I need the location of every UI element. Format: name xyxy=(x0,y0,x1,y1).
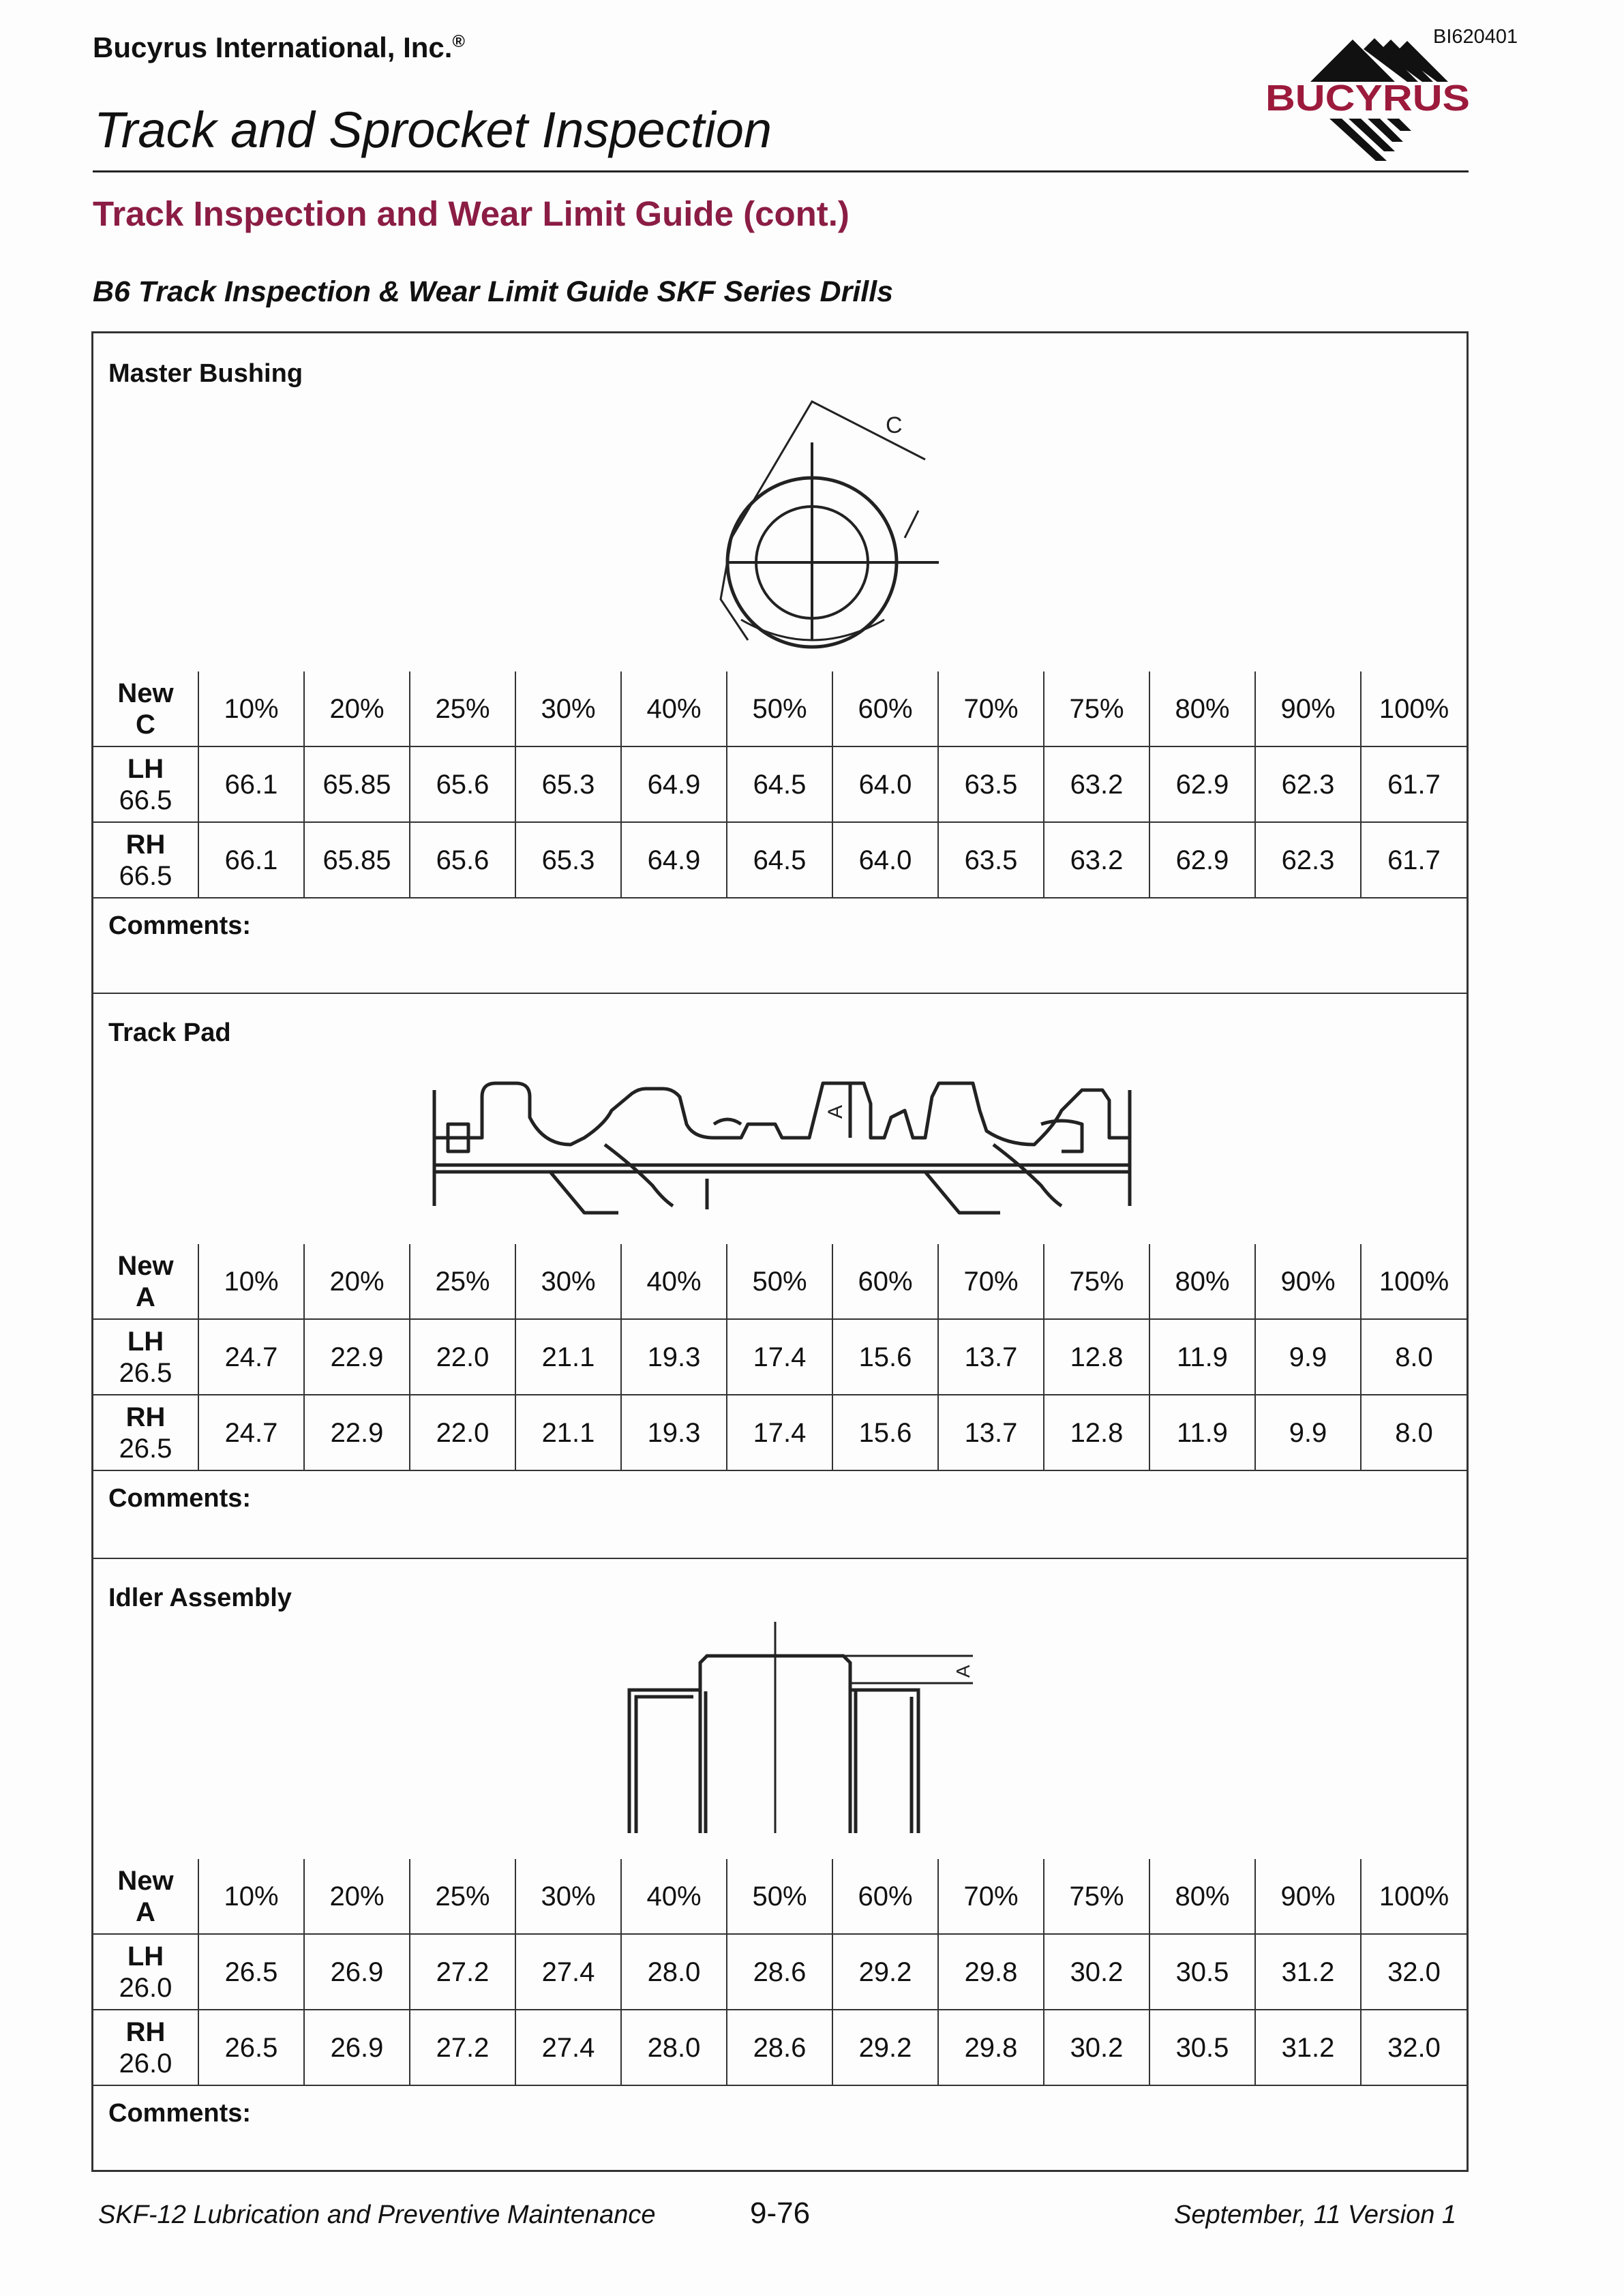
table-cell: 11.9 xyxy=(1149,1395,1255,1470)
table-cell: 63.5 xyxy=(938,746,1044,822)
table-row xyxy=(93,1934,1467,2010)
table-cell: 65.3 xyxy=(515,822,621,898)
table-cell: 27.4 xyxy=(515,1934,621,2010)
page-title: Track and Sprocket Inspection xyxy=(94,102,772,158)
table-cell: 11.9 xyxy=(1149,1319,1255,1395)
column-header: 50% xyxy=(727,1859,832,1934)
column-header: 70% xyxy=(938,671,1044,746)
table-row xyxy=(93,822,1467,898)
table-cell: 65.6 xyxy=(410,822,515,898)
column-header: 80% xyxy=(1149,671,1255,746)
column-header: 90% xyxy=(1255,1859,1361,1934)
table-cell: 31.2 xyxy=(1255,2010,1361,2085)
column-header: 100% xyxy=(1361,1859,1467,1934)
master-bushing-table xyxy=(93,671,1467,898)
section-label-idler-assembly: Idler Assembly xyxy=(108,1584,292,1612)
column-header: 10% xyxy=(198,1859,304,1934)
section-divider xyxy=(93,993,1467,994)
table-cell: 32.0 xyxy=(1361,1934,1467,2010)
table-cell: 64.9 xyxy=(621,746,727,822)
table-cell: 22.0 xyxy=(410,1319,515,1395)
column-header: 40% xyxy=(621,1244,727,1319)
table-row xyxy=(93,1395,1467,1470)
table-cell: 29.2 xyxy=(832,2010,938,2085)
table-cell: 61.7 xyxy=(1361,746,1467,822)
header-new-cell: New A xyxy=(93,1244,198,1319)
inspection-sheet xyxy=(91,331,1469,2172)
table-cell: 17.4 xyxy=(727,1395,832,1470)
table-cell: 27.2 xyxy=(410,2010,515,2085)
table-cell: 64.9 xyxy=(621,822,727,898)
column-header: 90% xyxy=(1255,671,1361,746)
section-label-track-pad: Track Pad xyxy=(108,1018,231,1047)
column-header: 40% xyxy=(621,671,727,746)
column-header: 60% xyxy=(832,1244,938,1319)
table-cell: 29.8 xyxy=(938,1934,1044,2010)
column-header: 30% xyxy=(515,1244,621,1319)
table-cell: 62.3 xyxy=(1255,822,1361,898)
guide-subtitle: B6 Track Inspection & Wear Limit Guide SKF Series Drills xyxy=(93,275,894,308)
logo-bottom-stripe-4 xyxy=(1387,119,1411,131)
column-header: 50% xyxy=(727,671,832,746)
table-cell: 63.2 xyxy=(1044,822,1149,898)
registered-mark: ® xyxy=(452,32,465,51)
row-label-cell: LH 66.5 xyxy=(93,746,198,822)
row-label-cell: RH 26.0 xyxy=(93,2010,198,2085)
table-cell: 19.3 xyxy=(621,1395,727,1470)
table-cell: 30.5 xyxy=(1149,1934,1255,2010)
column-header: 80% xyxy=(1149,1244,1255,1319)
section-label-master-bushing: Master Bushing xyxy=(108,359,303,388)
column-header: 10% xyxy=(198,1244,304,1319)
table-cell: 13.7 xyxy=(938,1319,1044,1395)
table-cell: 24.7 xyxy=(198,1319,304,1395)
table-cell: 66.1 xyxy=(198,822,304,898)
table-cell: 63.2 xyxy=(1044,746,1149,822)
table-cell: 30.5 xyxy=(1149,2010,1255,2085)
table-cell: 66.1 xyxy=(198,746,304,822)
logo-wordmark: BUCYRUS xyxy=(1265,78,1470,119)
table-cell: 9.9 xyxy=(1255,1319,1361,1395)
header-rule xyxy=(93,170,1469,172)
column-header: 20% xyxy=(304,671,410,746)
table-cell: 64.5 xyxy=(727,746,832,822)
table-cell: 22.0 xyxy=(410,1395,515,1470)
row-label-cell: LH 26.5 xyxy=(93,1319,198,1395)
company-name xyxy=(93,31,465,64)
table-cell: 28.6 xyxy=(727,2010,832,2085)
table-cell: 64.5 xyxy=(727,822,832,898)
row-label-cell: RH 66.5 xyxy=(93,822,198,898)
table-cell: 17.4 xyxy=(727,1319,832,1395)
header-new-cell: New A xyxy=(93,1859,198,1934)
table-cell: 64.0 xyxy=(832,746,938,822)
track-pad-diagram xyxy=(427,1070,1137,1220)
column-header: 30% xyxy=(515,1859,621,1934)
idler-assembly-diagram xyxy=(618,1615,1082,1840)
column-header: 25% xyxy=(410,1244,515,1319)
table-cell: 26.9 xyxy=(304,1934,410,2010)
column-header: 90% xyxy=(1255,1244,1361,1319)
section-divider xyxy=(93,1558,1467,1559)
comments-label: Comments: xyxy=(108,2099,252,2128)
table-cell: 8.0 xyxy=(1361,1395,1467,1470)
table-cell: 30.2 xyxy=(1044,1934,1149,2010)
column-header: 80% xyxy=(1149,1859,1255,1934)
table-header-row xyxy=(93,671,1467,746)
table-cell: 27.4 xyxy=(515,2010,621,2085)
table-cell: 9.9 xyxy=(1255,1395,1361,1470)
table-cell: 62.9 xyxy=(1149,822,1255,898)
table-cell: 65.3 xyxy=(515,746,621,822)
table-cell: 26.5 xyxy=(198,1934,304,2010)
table-cell: 15.6 xyxy=(832,1395,938,1470)
table-cell: 32.0 xyxy=(1361,2010,1467,2085)
dimension-a-label: A xyxy=(952,1665,974,1678)
table-cell: 63.5 xyxy=(938,822,1044,898)
table-cell: 62.9 xyxy=(1149,746,1255,822)
table-cell: 26.9 xyxy=(304,2010,410,2085)
column-header: 100% xyxy=(1361,1244,1467,1319)
table-cell: 65.6 xyxy=(410,746,515,822)
table-cell: 8.0 xyxy=(1361,1319,1467,1395)
idler-assembly-table xyxy=(93,1859,1467,2086)
column-header: 10% xyxy=(198,671,304,746)
row-label-cell: LH 26.0 xyxy=(93,1934,198,2010)
dimension-c-label: C xyxy=(886,412,903,438)
table-cell: 65.85 xyxy=(304,746,410,822)
column-header: 75% xyxy=(1044,1244,1149,1319)
column-header: 30% xyxy=(515,671,621,746)
table-cell: 21.1 xyxy=(515,1395,621,1470)
column-header: 50% xyxy=(727,1244,832,1319)
column-header: 40% xyxy=(621,1859,727,1934)
table-cell: 22.9 xyxy=(304,1319,410,1395)
company-name-text: Bucyrus International, Inc. xyxy=(93,31,453,63)
table-cell: 28.6 xyxy=(727,1934,832,2010)
footer-version-date: September, 11 Version 1 xyxy=(1174,2201,1457,2229)
table-row xyxy=(93,746,1467,822)
column-header: 60% xyxy=(832,1859,938,1934)
column-header: 25% xyxy=(410,671,515,746)
track-pad-table xyxy=(93,1244,1467,1471)
column-header: 25% xyxy=(410,1859,515,1934)
table-cell: 13.7 xyxy=(938,1395,1044,1470)
master-bushing-diagram xyxy=(666,395,1021,667)
column-header: 75% xyxy=(1044,671,1149,746)
footer-manual-title: SKF-12 Lubrication and Preventive Maintenance xyxy=(98,2201,656,2229)
column-header: 20% xyxy=(304,1859,410,1934)
table-cell: 27.2 xyxy=(410,1934,515,2010)
column-header: 60% xyxy=(832,671,938,746)
table-cell: 19.3 xyxy=(621,1319,727,1395)
column-header: 70% xyxy=(938,1859,1044,1934)
table-cell: 24.7 xyxy=(198,1395,304,1470)
dimension-a-label: A xyxy=(824,1104,847,1119)
table-cell: 65.85 xyxy=(304,822,410,898)
table-cell: 64.0 xyxy=(832,822,938,898)
table-row xyxy=(93,2010,1467,2085)
row-label-cell: RH 26.5 xyxy=(93,1395,198,1470)
table-cell: 28.0 xyxy=(621,1934,727,2010)
document-id: BI620401 xyxy=(1433,26,1518,48)
table-cell: 29.2 xyxy=(832,1934,938,2010)
table-header-row xyxy=(93,1859,1467,1934)
table-cell: 30.2 xyxy=(1044,2010,1149,2085)
table-cell: 28.0 xyxy=(621,2010,727,2085)
column-header: 70% xyxy=(938,1244,1044,1319)
section-title: Track Inspection and Wear Limit Guide (cont.) xyxy=(93,194,849,233)
table-cell: 26.5 xyxy=(198,2010,304,2085)
column-header: 20% xyxy=(304,1244,410,1319)
table-cell: 12.8 xyxy=(1044,1319,1149,1395)
header-new-cell: New C xyxy=(93,671,198,746)
table-row xyxy=(93,1319,1467,1395)
table-cell: 21.1 xyxy=(515,1319,621,1395)
table-cell: 29.8 xyxy=(938,2010,1044,2085)
table-cell: 12.8 xyxy=(1044,1395,1149,1470)
comments-label: Comments: xyxy=(108,1484,252,1513)
table-cell: 31.2 xyxy=(1255,1934,1361,2010)
table-cell: 15.6 xyxy=(832,1319,938,1395)
table-cell: 22.9 xyxy=(304,1395,410,1470)
footer-page-number: 9-76 xyxy=(750,2196,811,2230)
column-header: 100% xyxy=(1361,671,1467,746)
table-header-row xyxy=(93,1244,1467,1319)
table-cell: 62.3 xyxy=(1255,746,1361,822)
bucyrus-logo xyxy=(1261,35,1474,166)
column-header: 75% xyxy=(1044,1859,1149,1934)
table-cell: 61.7 xyxy=(1361,822,1467,898)
comments-label: Comments: xyxy=(108,911,252,940)
